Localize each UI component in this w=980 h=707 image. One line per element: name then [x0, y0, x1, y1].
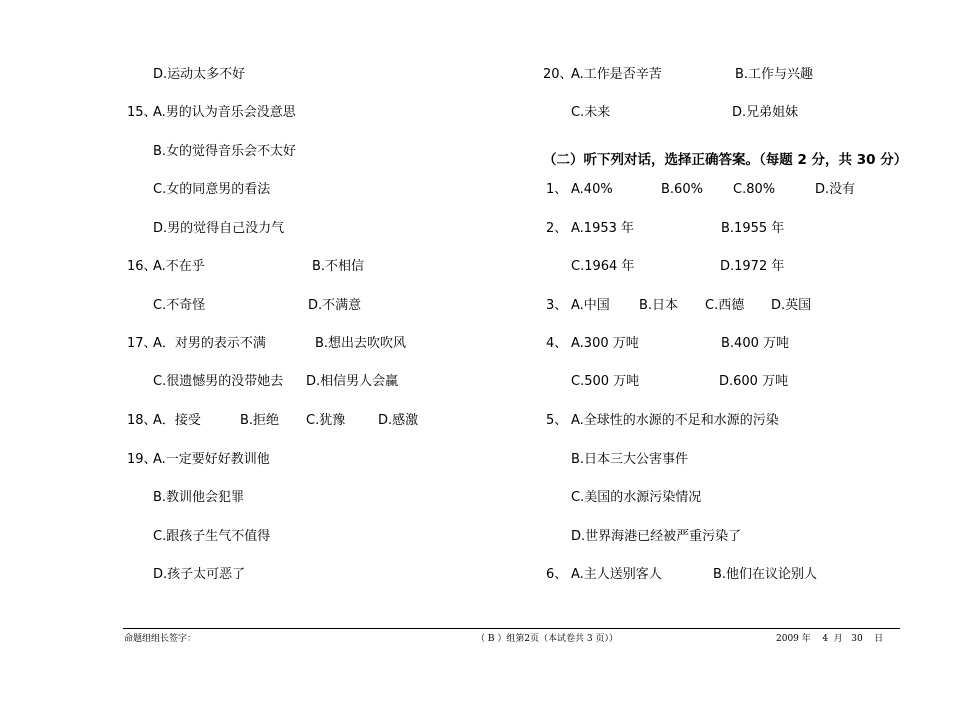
r-q5-option-a: A.全球性的水源的不足和水源的污染: [571, 413, 779, 428]
q14-option-d: D.运动太多不好: [153, 67, 246, 82]
q19-option-d: D.孩子太可恶了: [153, 567, 246, 582]
q19-option-a: A.一定要好好教训他: [153, 452, 270, 467]
q18-number: 18、: [127, 413, 157, 428]
r-q4-option-a: A.300 万吨: [571, 336, 639, 351]
r-q6-option-a: A.主人送别客人: [571, 567, 662, 582]
q15-option-b: B.女的觉得音乐会不太好: [153, 144, 297, 159]
r-q4-option-d: D.600 万吨: [719, 374, 789, 389]
q17-option-d: D.相信男人会赢: [306, 374, 399, 389]
r-q4-number: 4、: [546, 336, 568, 351]
q19-number: 19、: [127, 452, 157, 467]
r-q3-number: 3、: [546, 298, 568, 313]
r-q4-option-b: B.400 万吨: [721, 336, 789, 351]
r-q2-option-b: B.1955 年: [721, 221, 785, 236]
q20-option-d: D.兄弟姐妹: [732, 105, 799, 120]
r-q2-option-d: D.1972 年: [720, 259, 785, 274]
q15-option-c: C.女的同意男的看法: [153, 182, 271, 197]
r-q5-option-d: D.世界海港已经被严重污染了: [571, 529, 742, 544]
r-q6-option-b: B.他们在议论别人: [713, 567, 818, 582]
footer-signer-label: 命题组组长签字：: [124, 634, 197, 644]
q16-option-b: B.不相信: [312, 259, 365, 274]
q15-option-a: A.男的认为音乐会没意思: [153, 105, 296, 120]
q15-number: 15、: [127, 105, 157, 120]
q18-option-c: C.犹豫: [306, 413, 346, 428]
footer-date: 2009 年 4 月 30 日: [776, 634, 884, 644]
r-q3-option-a: A.中国: [571, 298, 610, 313]
r-q5-option-b: B.日本三大公害事件: [571, 452, 689, 467]
r-q1-number: 1、: [546, 182, 568, 197]
q18-option-a: A．接受: [153, 413, 201, 428]
q19-option-c: C.跟孩子生气不值得: [153, 529, 271, 544]
r-q1-option-d: D.没有: [815, 182, 856, 197]
footer-divider: [123, 628, 900, 629]
q17-option-b: B.想出去吹吹风: [315, 336, 407, 351]
q17-option-c: C.很遗憾男的没带她去: [153, 374, 284, 389]
r-q6-number: 6、: [546, 567, 568, 582]
r-q2-option-c: C.1964 年: [571, 259, 635, 274]
r-q3-option-c: C.西德: [705, 298, 745, 313]
r-q5-number: 5、: [546, 413, 568, 428]
q20-number: 20、: [543, 67, 573, 82]
q18-option-d: D.感激: [378, 413, 419, 428]
r-q1-option-b: B.60%: [661, 182, 703, 197]
q20-option-b: B.工作与兴趣: [735, 67, 814, 82]
r-q2-number: 2、: [546, 221, 568, 236]
q16-number: 16、: [127, 259, 157, 274]
r-q2-option-a: A.1953 年: [571, 221, 635, 236]
q16-option-d: D.不满意: [308, 298, 362, 313]
r-q3-option-b: B.日本: [639, 298, 679, 313]
q18-option-b: B.拒绝: [240, 413, 280, 428]
q16-option-c: C.不奇怪: [153, 298, 206, 313]
q20-option-c: C.未来: [571, 105, 611, 120]
footer-page-info: （ B ）组第2页（本试卷共 3 页））: [476, 634, 619, 644]
r-q4-option-c: C.500 万吨: [571, 374, 640, 389]
q17-number: 17、: [127, 336, 157, 351]
q19-option-b: B.教训他会犯罪: [153, 490, 245, 505]
r-q5-option-c: C.美国的水源污染情况: [571, 490, 702, 505]
r-q1-option-c: C.80%: [733, 182, 776, 197]
r-q3-option-d: D.英国: [771, 298, 812, 313]
q15-option-d: D.男的觉得自己没力气: [153, 221, 285, 236]
q20-option-a: A.工作是否辛苦: [571, 67, 662, 82]
q16-option-a: A.不在乎: [153, 259, 205, 274]
q17-option-a: A．对男的表示不满: [153, 336, 266, 351]
section-heading: （二）听下列对话，选择正确答案。（每题 2 分，共 30 分）: [543, 152, 908, 168]
r-q1-option-a: A.40%: [571, 182, 613, 197]
